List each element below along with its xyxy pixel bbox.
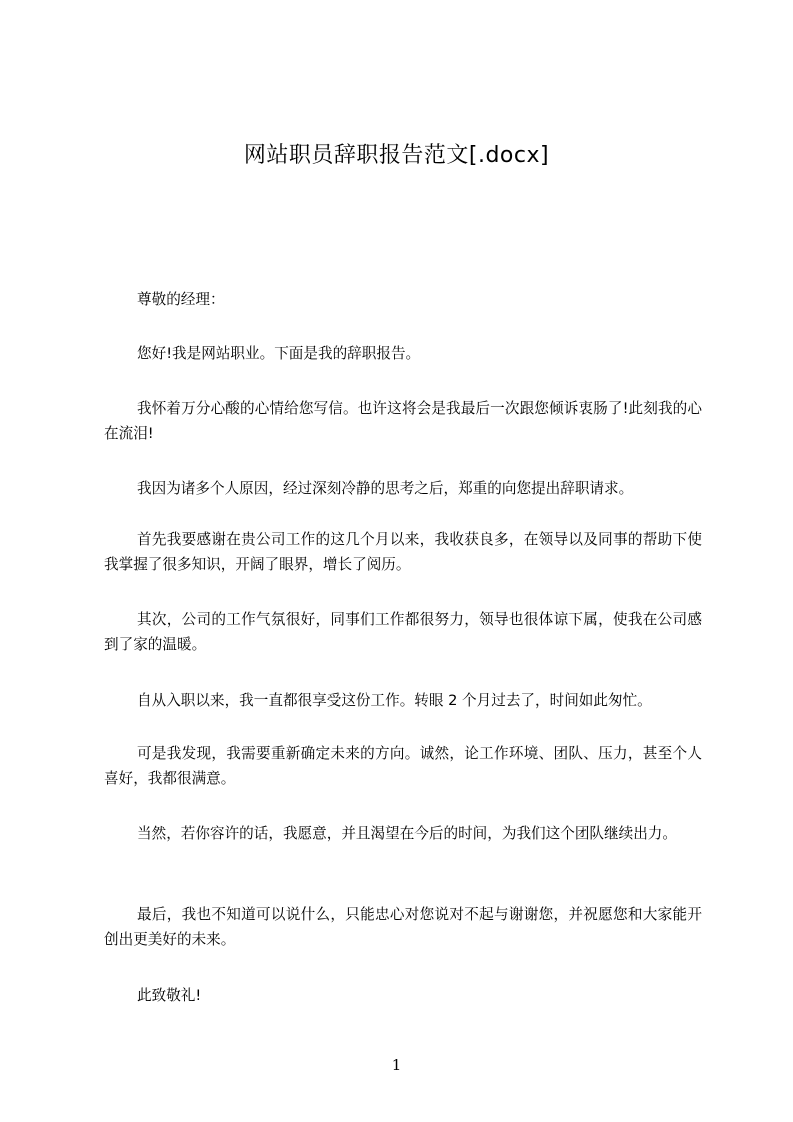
- salutation: 尊敬的经理：: [137, 291, 225, 308]
- paragraph: 您好!我是网站职业。下面是我的辞职报告。: [137, 345, 421, 362]
- paragraph: 自从入职以来，我一直都很享受这份工作。转眼 2 个月过去了，时间如此匆忙。: [137, 692, 652, 709]
- paragraph: 首先我要感谢在贵公司工作的这几个月以来，我收获良多，在领导以及同事的帮助下使我掌握了很多知识，开阔了眼界，增长了阅历。: [104, 531, 702, 573]
- closing: 此致敬礼!: [137, 987, 202, 1004]
- page-number: 1: [391, 1056, 402, 1074]
- paragraph: 可是我发现，我需要重新确定未来的方向。诚然，论工作环境、团队、压力，甚至个人喜好，我都很满意。: [104, 745, 702, 787]
- paragraph: 我怀着万分心酸的心情给您写信。也许这将会是我最后一次跟您倾诉衷肠了!此刻我的心在流泪!: [104, 400, 702, 442]
- paragraph: 当然，若你容许的话，我愿意，并且渴望在今后的时间，为我们这个团队继续出力。: [137, 825, 677, 842]
- paragraph: 我因为诸多个人原因，经过深刻冷静的思考之后，郑重的向您提出辞职请求。: [137, 480, 634, 497]
- document-title: 网站职员辞职报告范文[.docx]: [243, 143, 550, 168]
- paragraph: 最后，我也不知道可以说什么，只能忠心对您说对不起与谢谢您，并祝愿您和大家能开创出更美好的未来。: [104, 906, 702, 948]
- paragraph: 其次，公司的工作气氛很好，同事们工作都很努力，领导也很体谅下属，使我在公司感到了家的温暖。: [104, 611, 702, 653]
